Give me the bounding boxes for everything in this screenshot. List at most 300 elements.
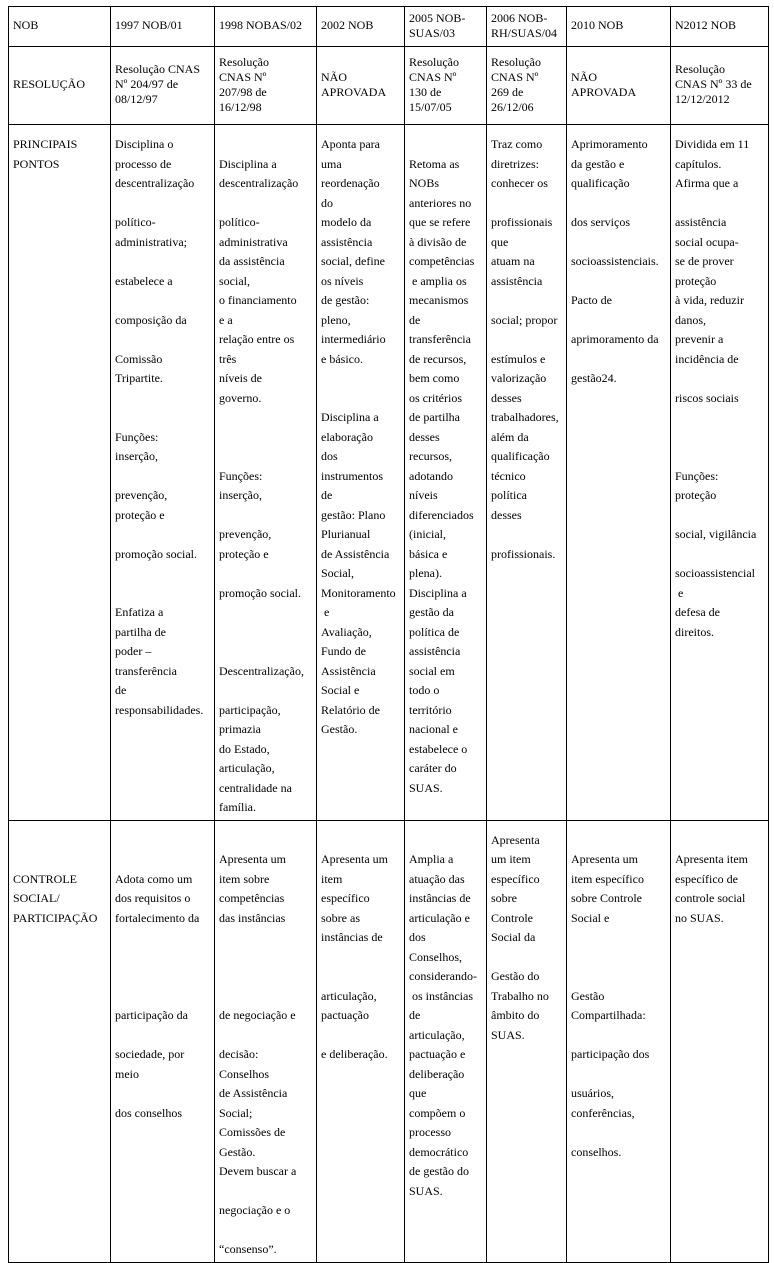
- cell-line: [219, 948, 313, 968]
- cell-line: [219, 967, 313, 987]
- cell-line: [13, 850, 107, 870]
- cell-line: processo: [409, 1125, 451, 1139]
- cell-line: Funções:: [675, 468, 719, 483]
- cell-line: âmbito do: [491, 1008, 540, 1022]
- data-cell: [317, 125, 405, 821]
- cell-line: de: [115, 683, 127, 697]
- cell-line: gestão da: [409, 605, 454, 619]
- data-cell: [405, 125, 487, 821]
- cell-line: todo o: [409, 683, 440, 697]
- cell-line: competências: [219, 891, 285, 905]
- cell-line: Apresenta item: [675, 852, 748, 866]
- nob-comparison-table: [8, 6, 769, 1263]
- cell-line: [115, 525, 211, 545]
- cell-line: Aponta para: [321, 137, 380, 151]
- data-cell: [487, 125, 567, 821]
- cell-line: reordenação: [321, 176, 380, 190]
- cell-line: [675, 506, 765, 526]
- cell-line: [491, 330, 563, 350]
- cell-line: [219, 623, 313, 643]
- cell-line: o financiamento: [219, 293, 297, 307]
- cell-line: do: [321, 195, 333, 210]
- cell-line: [219, 928, 313, 948]
- cell-line: gestão: Plano: [321, 507, 386, 522]
- cell-line: proteção: [675, 273, 717, 288]
- cell-line: [675, 369, 765, 389]
- cell-line: considerando-: [409, 969, 477, 983]
- cell-line: assistência: [321, 234, 373, 249]
- cell-line: [675, 194, 765, 214]
- cell-line: 08/12/97: [115, 92, 158, 106]
- data-cell: [671, 125, 769, 821]
- cell-line: participação,: [219, 702, 281, 717]
- cell-line: governo.: [219, 390, 262, 405]
- cell-line: [115, 831, 211, 851]
- cell-line: NÃO: [571, 69, 597, 84]
- cell-line: [675, 545, 765, 565]
- cell-line: assistência: [675, 215, 727, 229]
- cell-line: de gestão:: [321, 293, 370, 307]
- cell-line: CONTROLE: [13, 871, 77, 886]
- header-1997: 1997 NOB/01: [115, 18, 183, 32]
- cell-line: [675, 831, 765, 851]
- cell-line: valorização: [491, 371, 547, 385]
- data-cell: [317, 47, 405, 125]
- cell-line: Resolução: [675, 62, 725, 76]
- cell-line: uma: [321, 156, 342, 171]
- cell-line: Disciplina o: [115, 137, 174, 151]
- row-label-cell: [9, 820, 111, 1262]
- cell-line: [491, 194, 563, 214]
- cell-line: [115, 967, 211, 987]
- cell-line: [219, 831, 313, 851]
- cell-line: [571, 928, 667, 948]
- cell-line: item: [321, 871, 343, 886]
- cell-line: mecanismos: [409, 293, 469, 307]
- data-cell: [405, 47, 487, 125]
- cell-line: transferência: [409, 332, 471, 346]
- cell-line: prevenir a: [675, 332, 724, 346]
- cell-line: elaboração: [321, 429, 373, 444]
- cell-line: meio: [115, 1066, 139, 1081]
- cell-line: [219, 194, 313, 214]
- cell-line: [219, 135, 313, 155]
- cell-line: político-: [219, 215, 260, 229]
- cell-line: promoção social.: [219, 585, 301, 600]
- cell-line: [571, 1065, 667, 1085]
- cell-line: conselhos.: [571, 1144, 622, 1159]
- cell-line: CNAS Nº: [409, 69, 457, 84]
- cell-line: e: [675, 585, 684, 600]
- cell-line: e deliberação.: [321, 1047, 388, 1061]
- cell-line: inserção,: [115, 449, 158, 463]
- cell-line: social, define: [321, 254, 385, 268]
- cell-line: pactuação: [321, 1008, 369, 1022]
- cell-line: PARTICIPAÇÃO: [13, 910, 98, 925]
- cell-line: controle social: [675, 891, 746, 905]
- cell-line: recursos,: [409, 449, 452, 463]
- cell-line: Fundo de: [321, 644, 366, 658]
- cell-line: específico: [491, 871, 540, 886]
- cell-line: qualificação: [491, 449, 550, 463]
- header-2006: 2006 NOB-RH/SUAS/04: [491, 10, 558, 40]
- row-principais-pontos: [9, 125, 769, 821]
- cell-line: Social e: [571, 910, 610, 925]
- cell-line: poder –: [115, 644, 152, 658]
- data-cell: [215, 820, 317, 1262]
- cell-line: prevenção,: [115, 488, 168, 502]
- cell-line: intermediário: [321, 332, 386, 346]
- cell-line: [571, 233, 667, 253]
- cell-line: APROVADA: [321, 84, 387, 99]
- cell-line: bem como: [409, 371, 460, 385]
- cell-line: diferenciados: [409, 507, 474, 522]
- header-nob: NOB: [13, 18, 39, 32]
- cell-line: assistência: [409, 644, 461, 658]
- cell-line: Gestão do: [491, 969, 540, 983]
- cell-line: que se refere: [409, 215, 471, 229]
- cell-line: do Estado,: [219, 741, 270, 756]
- cell-line: que: [491, 234, 509, 249]
- cell-line: “consenso”.: [219, 1242, 277, 1256]
- cell-line: inserção,: [219, 488, 262, 502]
- cell-line: nacional e: [409, 722, 458, 736]
- cell-line: [321, 389, 401, 409]
- cell-line: usuários,: [571, 1086, 614, 1100]
- cell-line: e: [321, 605, 330, 619]
- cell-line: PRINCIPAIS: [13, 137, 78, 151]
- cell-line: trabalhadores,: [491, 410, 559, 424]
- cell-line: Controle: [491, 910, 533, 925]
- cell-line: [115, 194, 211, 214]
- cell-line: à divisão de: [409, 234, 467, 249]
- cell-line: [115, 389, 211, 409]
- cell-line: os critérios: [409, 390, 462, 405]
- header-cell: [215, 7, 317, 47]
- cell-line: de Assistência: [219, 1086, 288, 1100]
- cell-line: instrumentos: [321, 468, 383, 483]
- data-cell: [405, 820, 487, 1262]
- cell-line: Resolução CNAS: [115, 62, 200, 76]
- cell-line: Monitoramento: [321, 585, 396, 600]
- cell-line: Conselhos: [219, 1066, 270, 1081]
- cell-line: CNAS Nº: [219, 69, 267, 84]
- header-cell: [487, 7, 567, 47]
- cell-line: sobre: [491, 891, 517, 905]
- cell-line: composição da: [115, 312, 187, 327]
- cell-line: relação entre os: [219, 332, 295, 346]
- cell-line: pactuação e: [409, 1047, 466, 1061]
- cell-line: Funções:: [115, 429, 159, 444]
- data-cell: [215, 125, 317, 821]
- cell-line: SUAS.: [491, 1027, 525, 1042]
- cell-line: social, vigilância: [675, 527, 757, 541]
- header-2005: 2005 NOB-SUAS/03: [409, 10, 466, 40]
- cell-line: 16/12/98: [219, 99, 262, 114]
- cell-line: capítulos.: [675, 156, 722, 171]
- cell-line: sociedade, por: [115, 1047, 185, 1061]
- cell-line: [115, 408, 211, 428]
- cell-line: e a: [219, 312, 233, 327]
- cell-line: [571, 311, 667, 331]
- cell-line: Apresenta um: [321, 852, 388, 866]
- cell-line: da gestão e: [571, 156, 625, 171]
- cell-line: Trabalho no: [491, 988, 549, 1003]
- cell-line: [321, 369, 401, 389]
- cell-line: NOBs: [409, 176, 440, 190]
- cell-line: Retoma as: [409, 156, 460, 171]
- cell-line: administrativa;: [115, 234, 187, 249]
- cell-line: conhecer os: [491, 176, 548, 190]
- cell-line: descentralização: [115, 176, 195, 190]
- data-cell: [111, 820, 215, 1262]
- cell-line: prevenção,: [219, 527, 272, 541]
- cell-line: SUAS.: [409, 780, 443, 795]
- cell-line: articulação,: [219, 761, 275, 775]
- cell-line: [675, 428, 765, 448]
- cell-line: desses: [491, 390, 522, 405]
- cell-line: técnico: [491, 468, 526, 483]
- cell-line: [571, 967, 667, 987]
- header-2012: N2012 NOB: [675, 18, 737, 32]
- cell-line: [219, 447, 313, 467]
- cell-line: primazia: [219, 722, 261, 736]
- data-cell: [487, 47, 567, 125]
- cell-line: sobre Controle: [571, 891, 642, 905]
- cell-line: dos serviços: [571, 215, 630, 229]
- cell-line: estabelece o: [409, 741, 468, 756]
- cell-line: instâncias de: [321, 930, 383, 944]
- cell-line: participação dos: [571, 1047, 650, 1061]
- cell-line: anteriores no: [409, 195, 472, 210]
- cell-line: 130 de: [409, 84, 442, 99]
- cell-line: [219, 428, 313, 448]
- cell-line: [571, 350, 667, 370]
- cell-line: Disciplina a: [219, 156, 277, 171]
- data-cell: [567, 125, 671, 821]
- cell-line: PONTOS: [13, 156, 60, 171]
- cell-line: território: [409, 702, 452, 717]
- cell-line: Funções:: [219, 468, 263, 483]
- cell-line: e amplia os: [409, 273, 467, 288]
- cell-line: das instâncias: [219, 910, 286, 925]
- cell-line: [321, 1026, 401, 1046]
- cell-line: [115, 928, 211, 948]
- data-cell: [487, 820, 567, 1262]
- cell-line: Aprimoramento: [571, 137, 648, 151]
- cell-line: família.: [219, 800, 256, 814]
- cell-line: SOCIAL/: [13, 891, 60, 905]
- cell-line: plena).: [409, 566, 442, 580]
- cell-line: partilha de: [115, 624, 166, 639]
- cell-line: [675, 408, 765, 428]
- cell-line: e básico.: [321, 351, 363, 366]
- cell-line: estabelece a: [115, 273, 173, 288]
- header-2002: 2002 NOB: [321, 18, 374, 32]
- data-cell: [671, 47, 769, 125]
- cell-line: [321, 948, 401, 968]
- cell-line: [115, 850, 211, 870]
- cell-line: [115, 467, 211, 487]
- cell-line: articulação,: [409, 1027, 465, 1042]
- cell-line: que: [409, 1086, 427, 1100]
- cell-line: de gestão do: [409, 1164, 469, 1178]
- cell-line: compõem o: [409, 1105, 466, 1120]
- cell-line: [219, 987, 313, 1007]
- cell-line: [571, 948, 667, 968]
- cell-line: de Assistência: [321, 546, 390, 561]
- cell-line: CNAS Nº: [491, 69, 539, 84]
- cell-line: proteção e: [219, 546, 269, 561]
- header-cell: [9, 7, 111, 47]
- cell-line: 12/12/2012: [675, 92, 730, 106]
- cell-line: profissionais.: [491, 546, 556, 561]
- data-cell: [317, 820, 405, 1262]
- cell-line: Traz como: [491, 137, 543, 151]
- cell-line: de: [409, 312, 421, 327]
- cell-line: CNAS Nº 33 de: [675, 77, 752, 91]
- cell-line: atuam na: [491, 254, 535, 268]
- cell-line: além da: [491, 429, 529, 444]
- cell-line: articulação e: [409, 910, 470, 925]
- cell-line: gestão24.: [571, 371, 617, 385]
- cell-line: [219, 642, 313, 662]
- cell-line: administrativa: [219, 234, 288, 249]
- cell-line: Dividida em 11: [675, 137, 750, 151]
- cell-line: [409, 135, 483, 155]
- cell-line: NÃO: [321, 69, 347, 84]
- cell-line: item sobre: [219, 871, 270, 886]
- cell-line: socioassistenciais.: [571, 254, 659, 268]
- cell-line: Pacto de: [571, 293, 612, 307]
- cell-line: Disciplina a: [321, 410, 379, 424]
- cell-line: Nº 204/97 de: [115, 77, 179, 91]
- cell-line: descentralização: [219, 176, 299, 190]
- cell-line: competências: [409, 254, 475, 268]
- cell-line: Apresenta: [491, 832, 540, 847]
- cell-line: decisão:: [219, 1047, 259, 1061]
- cell-line: [219, 681, 313, 701]
- cell-line: [219, 506, 313, 526]
- cell-line: política de: [409, 624, 460, 639]
- cell-line: à vida, reduzir: [675, 293, 744, 307]
- cell-line: danos,: [675, 312, 706, 327]
- cell-line: [115, 1026, 211, 1046]
- cell-line: níveis de: [219, 371, 262, 385]
- cell-line: Social e: [321, 683, 360, 697]
- cell-line: direitos.: [675, 624, 714, 639]
- cell-line: modelo da: [321, 215, 372, 229]
- cell-line: [219, 603, 313, 623]
- cell-line: Afirma que a: [675, 176, 739, 190]
- cell-line: APROVADA: [571, 84, 637, 99]
- cell-line: conferências,: [571, 1105, 635, 1120]
- cell-line: negociação e o: [219, 1203, 291, 1217]
- cell-line: responsabilidades.: [115, 702, 204, 717]
- cell-line: Social;: [219, 1105, 253, 1120]
- cell-line: qualificação: [571, 176, 630, 190]
- cell-line: processo de: [115, 156, 172, 171]
- header-cell: [317, 7, 405, 47]
- cell-line: de: [321, 488, 333, 502]
- cell-line: [571, 272, 667, 292]
- cell-line: básica e: [409, 546, 448, 561]
- cell-line: Comissões de: [219, 1125, 286, 1139]
- cell-line: democrático: [409, 1144, 469, 1159]
- cell-line: [321, 967, 401, 987]
- cell-line: no SUAS.: [675, 910, 724, 925]
- cell-line: riscos sociais: [675, 390, 739, 405]
- cell-line: dos: [321, 449, 338, 463]
- cell-line: Comissão: [115, 351, 163, 366]
- cell-line: [491, 525, 563, 545]
- header-cell: [671, 7, 769, 47]
- cell-line: Compartilhada:: [571, 1008, 646, 1022]
- cell-line: deliberação: [409, 1066, 465, 1081]
- cell-line: um item: [491, 852, 531, 866]
- cell-line: de: [409, 1008, 421, 1022]
- cell-line: Resolução: [219, 54, 269, 69]
- cell-line: [115, 291, 211, 311]
- header-cell: [567, 7, 671, 47]
- cell-line: [219, 408, 313, 428]
- cell-line: 269 de: [491, 84, 524, 99]
- cell-line: Disciplina a: [409, 585, 467, 600]
- cell-line: articulação,: [321, 988, 377, 1003]
- header-cell: [111, 7, 215, 47]
- cell-line: Gestão.: [321, 722, 358, 736]
- cell-line: [115, 948, 211, 968]
- cell-line: de recursos,: [409, 351, 467, 366]
- cell-line: [115, 252, 211, 272]
- cell-line: Resolução: [409, 54, 459, 69]
- cell-line: adotando: [409, 468, 453, 483]
- row-label-cell: [9, 47, 111, 125]
- cell-line: de partilha: [409, 410, 460, 424]
- cell-line: [219, 1221, 313, 1241]
- header-1998: 1998 NOBAS/02: [219, 18, 303, 32]
- data-cell: [671, 820, 769, 1262]
- cell-line: atuação das: [409, 871, 465, 886]
- cell-line: social ocupa-: [675, 234, 739, 249]
- cell-line: dos: [409, 930, 426, 944]
- cell-line: promoção social.: [115, 546, 197, 561]
- cell-line: Relatório de: [321, 702, 380, 717]
- cell-line: Amplia a: [409, 852, 454, 866]
- cell-line: [115, 1084, 211, 1104]
- cell-line: Plurianual: [321, 527, 371, 541]
- cell-line: Enfatiza a: [115, 605, 164, 619]
- cell-line: fortalecimento da: [115, 910, 200, 925]
- cell-line: política: [491, 488, 527, 502]
- cell-line: transferência: [115, 663, 177, 678]
- cell-line: [675, 447, 765, 467]
- cell-line: da assistência: [219, 254, 285, 268]
- cell-line: [219, 1182, 313, 1202]
- row-controle-social: [9, 820, 769, 1262]
- cell-line: dos conselhos: [115, 1105, 182, 1120]
- cell-line: social em: [409, 663, 455, 678]
- cell-line: Apresenta um: [219, 852, 286, 866]
- cell-line: Conselhos,: [409, 949, 463, 964]
- cell-line: Gestão: [571, 988, 605, 1003]
- cell-line: os instâncias: [409, 988, 473, 1003]
- cell-line: [409, 831, 483, 851]
- cell-line: diretrizes:: [491, 156, 539, 171]
- data-cell: [567, 47, 671, 125]
- cell-line: de negociação e: [219, 1008, 296, 1022]
- cell-line: profissionais: [491, 215, 553, 229]
